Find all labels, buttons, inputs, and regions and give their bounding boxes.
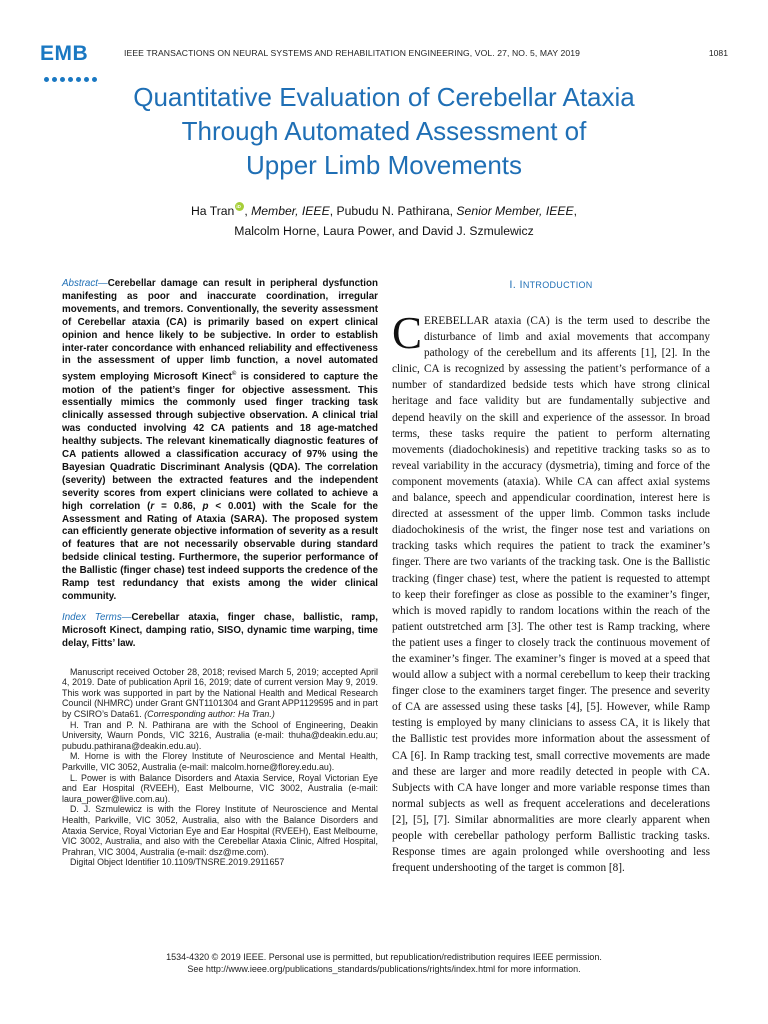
title-line-1: Quantitative Evaluation of Cerebellar Ataxia — [133, 82, 635, 112]
section-number: I. — [509, 279, 520, 291]
author-1-name: Ha Tran — [190, 204, 235, 218]
author-list — [60, 201, 708, 241]
left-column — [62, 278, 378, 868]
author-2-name: Pubudu N. Pathirana — [336, 204, 450, 218]
index-terms — [62, 612, 378, 651]
footnote-affiliation-1: H. Tran and P. N. Pathirana are with the School of Engineering, Deakin University, Waurn Ponds, VIC 3216, Australia (e-mail: thuha@deakin.edu.au; pubudu.pathirana@deakin.edu.au). — [62, 719, 378, 751]
author-line-1: Ha TraniD , Member, IEEE, Pubudu N. Pathirana, Senior Member, IEEE, — [60, 201, 708, 221]
copyright-notice — [60, 951, 708, 976]
p-symbol: p — [202, 500, 209, 512]
footnote-affiliation-3: L. Power is with Balance Disorders and Ataxia Service, Royal Victorian Eye and Ear Hospital (RVEEH), East Melbourne, VIC 3002, Australia (e-mail: laura_power@live.com.au). — [62, 772, 378, 804]
journal-header: IEEE TRANSACTIONS ON NEURAL SYSTEMS AND REHABILITATION ENGINEERING, VOL. 27, NO. 5, MAY 2019 — [124, 48, 581, 58]
copyright-mark: © — [231, 371, 237, 378]
section-heading — [392, 279, 710, 291]
introduction-paragraph — [392, 308, 710, 876]
copyright-line-2[interactable]: See http://www.ieee.org/publications_standards/publications/rights/index.html for more information. — [187, 964, 581, 975]
doi-line: Digital Object Identifier 10.1109/TNSRE.2019.2911657 — [70, 857, 285, 868]
title-line-2: Through Automated Assessment of — [181, 116, 587, 146]
abstract-text-2: is considered to capture the motion of the patient’s finger for objective assessment. This essentially mimics the commonly used finger tracking task clinically assessed through subjective observation. A clinical trial was conducted involving 42 CA patients and 18 age-matched healthy subjects. The relevant kinematically diagnostic features of CA patients allowed a classification accuracy of 97% using the Bayesian Quadratic Discriminant Analysis (QDA). The correlation (severity) between the extracted features and the independent severity scores from expert clinicians were collated to achieve a high correlation ( — [62, 371, 378, 512]
page-number: 1081 — [708, 48, 728, 58]
r-value: = 0.86, — [154, 500, 203, 512]
index-terms-text: Cerebellar ataxia, finger chase, ballistic, ramp, Microsoft Kinect, damping ratio, SISO, dynamic time warping, time delay, Fitts’ law. — [62, 611, 378, 649]
intro-text: ataxia (CA) is the term used to describe the disturbance of limb and axial movements that accompany pathology of the cerebellum and its afferents [1], [2]. In the clinic, CA is recognized by assessing the patient’s performance of a number of standardized bedside tests which have strong clinical heritage and face validity but are fundamentally subjective and depend heavily on the skill and experience of the assessor. In broad terms, these tasks require the patient to perform alternating movements (diadochokinesis) and repetitive tracking tasks so as to reveal variability in the accuracy (dysmetria), timing and force of the component movements (ataxia). While CA can affect axial systems and balance, speech and appendicular coordination, interest here is directed at assessment of the upper limb. Common tasks include diadochokinesis of the wrist, the finger nose test and variations on tracking tasks which requires the patient to track the examiner’s finger. There are two variants of the tracking task. One is the Ballistic tracking (finger chase) test, where the patient is requested to attempt to keep their forefinger as close as possible to the examiner’s finger, which is moved rapidly to random locations within the reach of the patient outstretched arm [3]. The other test is Ramp tracking, where the patient uses a finger to closely track the continuous movement of the examiner’s finger. The examiner’s finger is moved at a speed that would allow a subject with a normal cerebellum to keep their tracking finger close to the examiners target finger. The presence and severity of CA are assessed using these tasks [4], [5]. However, while Ramp testing is employed by many clinicians to assess CA, it is likely that the Ballistic test provides more information about the assessment of CA [6]. In Ramp tracking test, small corrective movements are made and these are larger and more readily detected in people with CA. Subjects with CA have longer and more variable response times than normal subjects as well as frequent accelerations and decelerations [2], [5], [7]. Similar abnormalities are more clearly apparent when people with cerebellar pathology perform Ballistic tracking tasks. Response times are again prolonged while overshooting and less frequent undershooting of the target is common [8]. — [392, 315, 710, 875]
footnote-affiliation-4: D. J. Szmulewicz is with the Florey Institute of Neuroscience and Mental Health, Parkville, VIC 3052, Australia, also with the Balance Disorders and Ataxia Service, Royal Victorian Eye and Ear Hospital (RVEEH), East Melbourne, VIC 3002, Australia, and also with the Cerebellar Ataxia Clinic, Alfred Hospital, Prahran, VIC 3004, Australia (e-mail: dsz@me.com). — [62, 804, 378, 857]
author-1-role: Member, IEEE — [251, 204, 330, 218]
emb-logo — [40, 42, 112, 82]
index-terms-label: Index Terms— — [62, 611, 132, 623]
copyright-line-1: 1534-4320 © 2019 IEEE. Personal use is permitted, but republication/redistribution requires IEEE permission. — [166, 952, 602, 962]
footnotes — [62, 667, 378, 868]
author-2-role: Senior Member, IEEE — [456, 204, 574, 218]
r-symbol: r — [150, 500, 155, 512]
abstract-label: Abstract— — [62, 278, 108, 289]
abstract-text-1: Cerebellar damage can result in peripheral dysfunction manifesting as poor and inaccurate coordination, irregular movements, and tremors. Conventionally, the severity assessment of Cerebellar ataxia (CA) is primarily based on expert clinical opinion and hence likely to be subjective. In order to establish inter-rater concordance with enhanced reliability and effectiveness in the assessment of upper limb function, a novel automated system employing Microsoft Kinect — [62, 278, 378, 383]
author-line-2: Malcolm Horne, Laura Power, and David J. Szmulewicz — [234, 224, 534, 238]
orcid-icon[interactable] — [235, 202, 244, 211]
logo-dots — [44, 69, 108, 75]
logo-text: EMB — [40, 42, 89, 65]
right-column — [392, 278, 710, 876]
drop-cap: C — [392, 308, 423, 358]
section-title-rest: NTRODUCTION — [522, 280, 593, 290]
footnote-manuscript-text: Manuscript received October 28, 2018; revised March 5, 2019; accepted April 4, 2019. Date of publication April 16, 2019; date of current version May 9, 2019. This work was supported in part by the National Health and Medical Research Council (NHMRC) under Grant GNT1101304 and Grant APP1129595 and in part by CSIRO’s Data61. — [62, 666, 378, 720]
intro-first-word: EREBELLAR — [424, 315, 490, 327]
title-line-3: Upper Limb Movements — [246, 150, 522, 180]
footnote-affiliation-2: M. Horne is with the Florey Institute of Neuroscience and Mental Health, Parkville, VIC 3052, Australia (e-mail: malcolm.horne@florey.edu.au). — [62, 751, 378, 772]
paper-title — [60, 80, 708, 182]
section-first-letter: I — [519, 279, 523, 291]
footnote-manuscript — [62, 667, 378, 720]
abstract-text-3: < 0.001) with the Scale for the Assessment and Rating of Ataxia (SARA). The proposed system can efficiently generate objective information of severity as a result of features that are not necessarily observable during standard bedside clinical testing. Furthermore, the superior performance of the Ballistic (finger chase) test indeed supports the credence of the Ramp test redundancy that exists among the wider clinical community. — [62, 500, 378, 603]
corresponding-author: (Corresponding author: Ha Tran.) — [144, 709, 275, 720]
abstract — [62, 278, 378, 604]
